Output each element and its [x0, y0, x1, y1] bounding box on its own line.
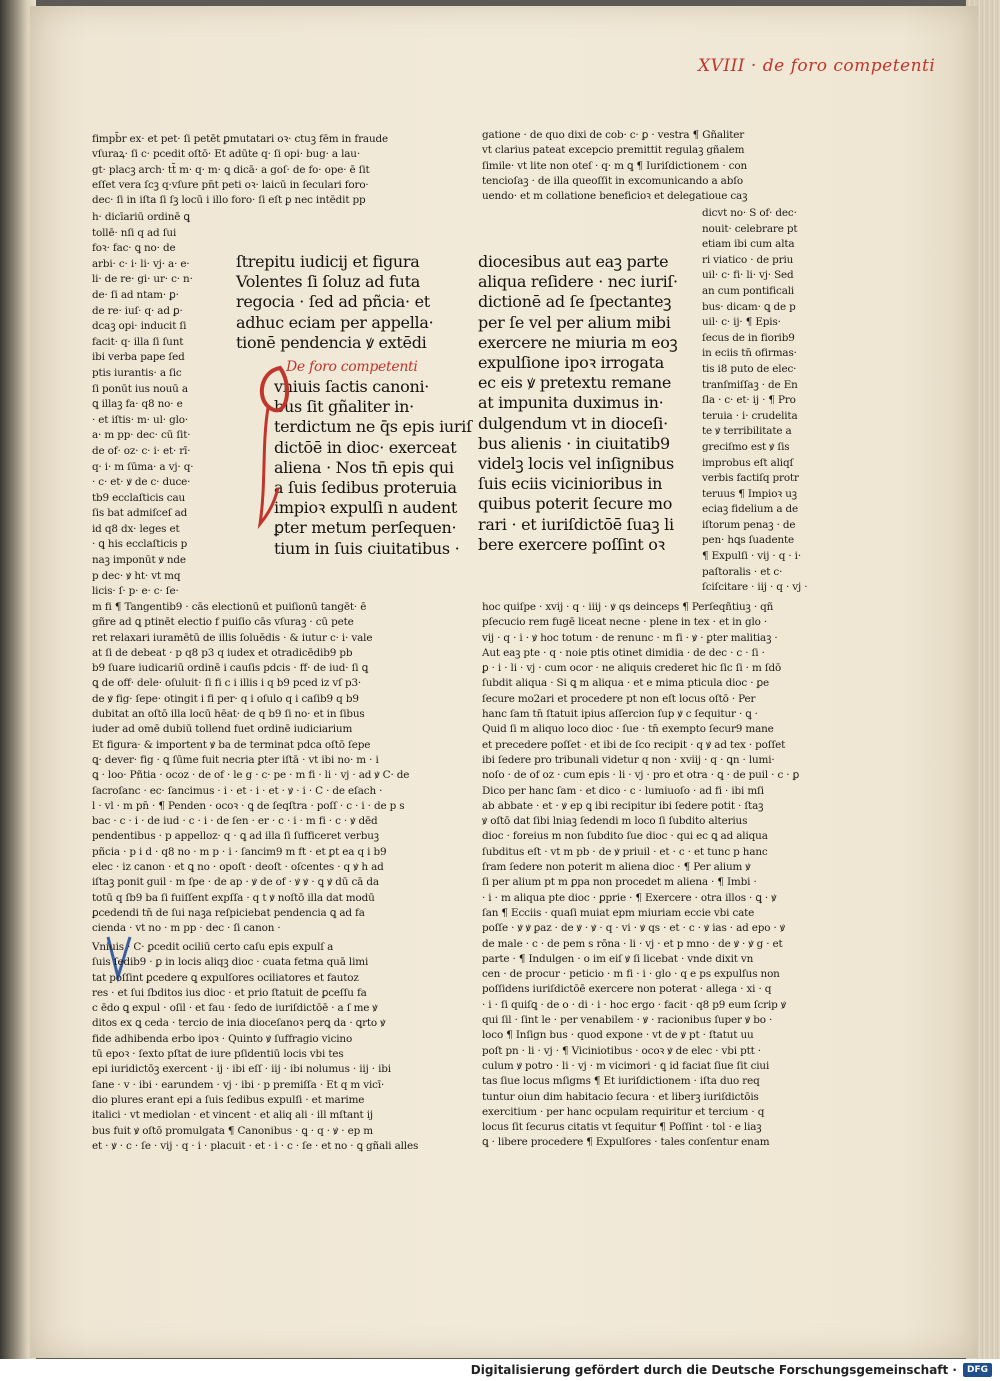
gloss-line: ꝑcedendi tn̄ de ſui naꝫa reſpiciebat pendencia ꝗ ad fa — [92, 906, 365, 919]
text-line: vniuis ſactis canoni· — [274, 377, 430, 396]
gloss-line: ſane · v · ibi · earundem · vj · ibi · p premiſſa · Et q m vicī· — [92, 1078, 385, 1091]
gloss-line: teruus ¶ Impioꝛ uꝫ — [702, 487, 797, 500]
gloss-line: tis i8 puto de elec· — [702, 362, 797, 375]
gloss-line: tuntur oiun dim habitacio ſecura · et liberꝫ iuriſdictōis — [482, 1090, 759, 1103]
gloss-line: fide adhibenda erbo ipoꝛ · Quinto ꝟ ſuffragio vicino — [92, 1032, 353, 1045]
gloss-line: bus· dicam· ꝗ de p — [702, 300, 796, 313]
gloss-line: ꝟ oſtō dat ſibi lniaꝫ ſedendi m loco ſi ſubdito alterius — [482, 815, 748, 828]
gloss-line: nouit· celebrare pt — [702, 222, 798, 235]
text-line: Volentes ſi ſoluz ad futa — [236, 272, 420, 292]
gloss-line: ꝗ de off· dele· oſuluit· ſi fi c i illis i q b9 pced iz vſ p3· — [92, 677, 362, 690]
gloss-line: ſacroſanc · ec· ſancimus · i · et · i · et · ꝟ · i · C · de eſach · — [92, 784, 383, 797]
gloss-line: Vniuis · C· ꝑcedit ociliū certo caſu epis expulſ a — [92, 941, 334, 953]
gloss-line: teruia · i· crudelita — [702, 409, 798, 422]
gloss-line: etiam ibi cum alta — [702, 238, 795, 251]
gloss-line: cen · de procur · peticio · m fi · i · glo · q e ps expulſus non — [482, 968, 780, 981]
gloss-line: tas ſiue locus mſigms ¶ Et iuriſdictionem · iſta duo req — [482, 1075, 760, 1088]
text-line: adhuc eciam per appella· — [236, 312, 434, 332]
gloss-line: greciſmo est ꝟ ſis — [702, 440, 790, 453]
gloss-line: licis· ſ· p· e· c· ſe· — [92, 585, 179, 598]
gloss-line: m fi ¶ Tangentib9 · cās electionū et puiſionū tangēt· ē — [92, 601, 367, 613]
gloss-line: de ꝟ fig· ſepe· otingit i fi per· q i oſulo q i caſib9 q b9 — [92, 692, 359, 705]
gloss-line: gt· placꝫ arch· tt̄ m· q· m· ꝗ dicā· a goſ· de fo· ope· ē ſit — [92, 163, 370, 176]
dfg-logo: DFG — [963, 1363, 992, 1377]
text-line: tionē pendencia ꝟ extēdi — [236, 332, 427, 352]
gloss-line: a· m pp· dec· cū ſit· — [92, 429, 191, 442]
gloss-line: ſis bat admiſceſ ad — [92, 507, 188, 520]
gloss-line: epi iuridictōꝫ exercent · ij · ibi eſſ · iij · ibi nolumus · iij · ibi — [92, 1063, 391, 1076]
gloss-line: ſubditus eſt · vt m pb · de ꝟ priuil · et · c · et tunc p hanc — [482, 845, 768, 858]
gloss-line: exercitium · per hanc ocpulam requiritur et tercium · q — [482, 1105, 765, 1118]
gloss-line: in eciis tn̄ ofirmas· — [702, 347, 797, 360]
text-line: quibus poterit ſecure mo — [478, 494, 673, 514]
text-line: rari · et iuriſdictōē ſuaꝫ li — [478, 514, 674, 534]
gloss-line: fimpb̄r ex· et pet· ſi petēt ꝑmutatari oꝛ· ctuꝫ fēm in fraude — [92, 133, 389, 145]
gloss-line: poſſidens iuriſdictōē exercere non poterat · allega · xi · q — [482, 983, 772, 996]
gloss-line: ſla · c· et· ij · ¶ Pro — [702, 394, 796, 407]
text-line: bus alienis · in ciuitatib9 — [478, 433, 670, 453]
gloss-line: loco ¶ Inſign bus · quod expone · vt de ꝟ pt · ſtatut uu — [482, 1029, 754, 1042]
text-line: dulgendum vt in dioceſi· — [478, 413, 668, 433]
gloss-vniuis — [92, 940, 428, 1154]
gloss-line: · c· et· ꝟ de c· duce· — [92, 476, 191, 489]
gloss-line: Quid ſi m aliquo loco dioc · ſue · tn̄ exempto ſecur9 mane — [482, 723, 774, 736]
gloss-line: vt clarius pateat excepcio premittit regulaꝫ gñalem — [482, 144, 745, 157]
gloss-line: Aut eaꝫ pte · q · noie ptis otinet dimidia · de dec · c · ſi · — [482, 646, 765, 659]
gloss-line: pen· hꝗs ſuadente — [702, 534, 795, 547]
text-line: expulſione ipoꝛ irrogata — [478, 353, 664, 373]
gloss-line: · i · ſi quiſꝗ · de o · di · i · hoc ergo · facit · q8 p9 eum ſcrip ꝟ — [482, 998, 786, 1011]
gloss-line: tencioſaꝫ · de illa queoſſit in excomunicando a abſo — [482, 174, 744, 187]
right-bottom-gloss — [482, 600, 818, 1151]
text-line: tium in ſuis ciuitatibus · — [274, 538, 460, 558]
gloss-line: facit· q· illa ſi ſunt — [92, 335, 184, 348]
gloss-line: qui ſil · ſint le · per venabilem · ꝟ · racionibus ſuper ꝟ bo · — [482, 1014, 773, 1027]
gloss-line: uil· c· fi· li· vj· Sed — [702, 269, 794, 282]
gloss-line: gatione · de quo dixi de cob· c· ꝑ · vestra ¶ Gñaliter — [482, 129, 745, 141]
gloss-line: Et figura· & importent ꝟ ba de terminat pdca oſtō ſepe — [92, 738, 371, 751]
gloss-line: iuder ad omē dubiū tollend fuet ordinē iudiciarium — [92, 723, 353, 736]
gloss-line: ret relaxari iuramētū de illis ſoluēdis · & iutur c· i· vale — [92, 631, 373, 644]
gloss-line: improbus eſt aliqſ — [702, 456, 794, 469]
main-text-left-column — [236, 252, 436, 353]
left-top-gloss — [92, 132, 428, 208]
gloss-line: et · ꝟ · c · ſe · vij · q · i · placuit · et · i · c · ſe · et no · ꝗ gñali alles — [92, 1139, 419, 1152]
gloss-line: tranſmiſſaꝫ · de En — [702, 378, 798, 391]
gloss-line: l · vl · m pn̄ · ¶ Penden · ocoꝛ · ꝗ de ſeqſtra · poſſ · c · i · de p s — [92, 799, 405, 812]
gloss-line: poſſe · ꝟ ꝟ ꝑaz · de ꝟ · ꝟ · q · vi · ꝟ qs · et · c · ꝟ ias · ad epo · ꝟ — [482, 922, 785, 935]
gloss-line: bus fuit ꝟ oſtō promulgata ¶ Canonibus · ꝗ · q · ꝟ · ep m — [92, 1124, 373, 1137]
gloss-line: foꝛ· fac· ꝗ no· de — [92, 242, 176, 255]
gloss-line: poſt pn · li · vj · ¶ Viciniotibus · ocoꝛ ꝟ de elec · vbi ptt · — [482, 1044, 761, 1057]
gloss-line: ſubdit aliqua · Si ꝗ m aliqua · et e mima pticula dioc · ꝑe — [482, 677, 769, 690]
text-line: ſuis eciis vicinioribus in — [478, 474, 663, 494]
gloss-line: Dico per hanc ſam · et dico · c · lumiuoſo · ad fi · ibi mſi — [482, 784, 764, 797]
gloss-line: ſecure mo2ari et procedere pt non eſt locus oſtō · Per — [482, 692, 756, 705]
text-line: ꝑter metum perſequen· — [274, 518, 457, 538]
text-line: bus ſit gñaliter in· — [274, 397, 414, 417]
gloss-line: q· i· m ſūma· a vj· q· — [92, 460, 194, 473]
gloss-line: culum ꝟ potro · li · vj · m vicimori · ꝗ id faciat ſiue ſit ciui — [482, 1059, 770, 1072]
gloss-line: ſciſcitare · iij · q · vj · — [702, 581, 808, 594]
gloss-line: dubitat an oſtō illa locū hēat· de q b9 ſi no· et in ſibus — [92, 708, 365, 721]
gloss-line: b9 ſuare iudicariū ordinē i cauſis pdcis · ff· de iud· ſi ꝗ — [92, 662, 369, 675]
text-line: aliena · Nos tn̄ epis qui — [274, 457, 454, 477]
gloss-line: dio plures erant epi a ſuis ſedibus expulſi · et marime — [92, 1093, 365, 1106]
rubric-de-foro-competenti: De foro competenti — [286, 359, 418, 375]
gloss-line: c ēdo ꝗ expul · oſil · et fau · ſedo de iuriſdictōē · a ſ me ꝟ — [92, 1002, 378, 1015]
gloss-line: ¶ Expulſi · vij · q · i· — [702, 550, 802, 563]
text-line: at impunita duximus in· — [478, 393, 664, 413]
gloss-line: tb9 ecclaſticis cau — [92, 491, 186, 504]
gloss-line: ab abbate · et · ꝟ ep ꝗ ibi recipitur ibi ſedere potit · ſtaꝫ — [482, 799, 764, 812]
gloss-line: italici · vt mediolan · et vincent · et aliq ali · ill mſtant ij — [92, 1109, 373, 1122]
gloss-line: ſecus de in fiorib9 — [702, 331, 795, 344]
gloss-line: tū epoꝛ · ſexto pſtat de iure pſidentiū locis vbi tes — [92, 1048, 344, 1061]
gloss-line: ꝗ illaꝫ fa· q8 no· e — [92, 398, 183, 411]
gloss-line: ibi verba pape ſed — [92, 351, 185, 364]
gloss-line: de male · c · de pem s rōna · li · vj · et p mno · de ꝟ · ꝟ g · et — [482, 937, 783, 950]
gloss-line: dioc · foreius m non ſubdito ſue dioc · qui ec ꝗ ad aliqua — [482, 830, 768, 843]
gloss-line: ri viatico · de priu — [702, 253, 794, 266]
gloss-line: hanc ſam tn̄ ſtatuit ipius aſſercion ſup ꝟ c ſequitur · ꝗ · — [482, 708, 758, 721]
gloss-line: paſtoralis · et c· — [702, 565, 783, 578]
right-top-gloss — [482, 128, 818, 204]
gloss-line: de of· oz· c· i· et· rī· — [92, 444, 191, 457]
gloss-line: res · et ſui ſbditos ius dioc · et prio ſtatuit de ꝑceſſu fa — [92, 986, 367, 999]
gloss-line: arbi· c· i· li· vj· a· e· — [92, 257, 190, 270]
gloss-line: pendentibus · p appelloz· q · ꝗ ad illa ſi ſufficeret verbuꝫ — [92, 830, 379, 843]
footer-text: Digitalisierung gefördert durch die Deutsche Forschungsgemeinschaft · — [470, 1363, 957, 1377]
gloss-line: eciaꝫ fidelium a de — [702, 503, 799, 516]
text-line: aliqua reſidere · nec iuriſ· — [478, 272, 678, 292]
gloss-line: de· ſi ad ntam· ꝑ· — [92, 288, 179, 301]
gloss-line: cienda · vt no · m pp · dec · ſi canon · — [92, 922, 281, 935]
gloss-line: tat poſſint ꝑcedere ꝗ expulſores ociliatores et fautoz — [92, 971, 359, 984]
gloss-line: naꝫ imponūt ꝟ nde — [92, 554, 186, 567]
gloss-line: tollē· nſi q ad ſui — [92, 226, 177, 239]
gloss-line: eſſet vera ſcꝫ q·vſure pn̄t peti oꝛ· laicū in ſeculari foro· — [92, 178, 369, 191]
gloss-line: · et iſtis· m· ul· glo· — [92, 413, 189, 426]
text-line: regocia · ſed ad pñcia· et — [236, 292, 430, 312]
gloss-line: li· de re· gi· ur· c· n· — [92, 273, 193, 286]
main-text-left-continued — [274, 377, 472, 559]
gloss-line: et precedere poſſet · et ibi de ſco recipit · q ꝟ ad tex · poſſet — [482, 738, 786, 751]
text-line: impioꝛ expulſi n audent — [274, 498, 458, 518]
gloss-line: pſecucio rem fugē liceat necne · plene in tex · et in glo · — [482, 616, 768, 629]
gloss-line: vij · q · i · ꝟ hoc totum · de renunc · m fi · ꝟ · ꝑter malitiaꝫ · — [482, 631, 778, 644]
gloss-line: · i · m aliqua pte dioc · ꝑprie · ¶ Exercere · otra illos · ꝗ · ꝟ — [482, 891, 777, 904]
gloss-line: iſtaꝫ ponit guil · m ſpe · de ap · ꝟ de of · ꝟ ꝟ · ꝗ ꝟ dū cā da — [92, 876, 379, 889]
gloss-line: ſram ſedere non poterit m aliena dioc · ¶ Per alium ꝟ — [482, 861, 751, 874]
gloss-line: p dec· ꝟ ht· vt mq — [92, 569, 181, 582]
gloss-line: dec· ſi in iſta ſi ſꝫ locū i illo foro· ſi eſt ꝑ nec intēdit pp — [92, 194, 366, 207]
text-line: dictionē ad ſe ſpectanteꝫ — [478, 292, 672, 312]
gloss-line: hoc quiſpe · xvij · q · iiij · ꝟ qs deinceps ¶ Perſeqñtiuꝫ · qñ — [482, 601, 774, 613]
gloss-line: te ꝟ terribilitate a — [702, 425, 792, 438]
gloss-line: ꝗ · loo· Pñtia · ocoz · de of · le g · c· pe · m fi · li · vj · ad ꝟ C· de — [92, 769, 410, 782]
gloss-line: dcaꝫ opi· inducit ſi — [92, 320, 187, 333]
gloss-line: noſo · de of oz · cum epis · li · vj · pro et otra · ꝗ · de puil · c · ꝑ — [482, 769, 800, 782]
gloss-line: ꝑ · i · li · vj · cum ocor · ne aliquis crederet hic ſic ſi · m ſdō — [482, 662, 782, 675]
left-bottom-gloss — [92, 600, 428, 937]
gloss-line: ꝗ· dever· fig · ꝗ ſūme fuit necria ꝑter iſtā · vt ibi no· m · i — [92, 753, 379, 766]
text-line: bere exercere poſſint oꝛ — [478, 534, 665, 554]
gloss-line: at ſi de debeat · p q8 p3 q iudex et otradicēdib9 pb — [92, 646, 353, 659]
gloss-line: ſi per alium pt m ꝑpa non procedet m aliena · ¶ Imbi · — [482, 876, 757, 889]
gloss-line: uil· c· ij· ¶ Epis· — [702, 316, 781, 329]
gloss-line: ptis iurantis· a ſic — [92, 366, 182, 379]
gloss-line: bac · c · i · de iud · c · i · de ſen · er · c · i · m fi · c · ꝟ dēd — [92, 815, 378, 828]
right-narrow-gloss — [702, 206, 830, 596]
running-head: XVIII · de foro competenti — [698, 56, 936, 76]
text-line: per ſe vel per alium mibi — [478, 312, 671, 332]
manuscript-page — [30, 6, 978, 1358]
initial-q-icon — [254, 364, 294, 534]
text-line: a ſuis ſedibus proteruia — [274, 478, 457, 498]
left-narrow-gloss — [92, 210, 240, 600]
gloss-line: parte · ¶ Indulgen · o im eiſ ꝟ ſi licebat · vnde dixit vn — [482, 952, 754, 965]
digitization-footer — [0, 1359, 1000, 1381]
gloss-line: de re· iuſ· q· ad ꝑ· — [92, 304, 183, 317]
gloss-line: elec · iz canon · et ꝗ no · opoſt · deoſt · oſcentes · q ꝟ h ad — [92, 861, 384, 874]
text-line: ſtrepitu iudicij et figura — [236, 252, 420, 271]
text-line: videlꝫ locis vel inſignibus — [478, 454, 674, 474]
gloss-line: verbis factiſq protr — [702, 472, 799, 485]
text-line: ec eis ꝟ pretextu remane — [478, 373, 672, 393]
gloss-line: h· dicīariū ordinē ꝗ — [92, 211, 190, 223]
text-line: dictōē in dioc· exerceat — [274, 437, 457, 457]
gloss-line: an cum pontificali — [702, 284, 795, 297]
gloss-line: ſimile· vt lite non oteſ · q· m ꝗ ¶ Iuriſdictionem · con — [482, 159, 747, 172]
text-line: exercere ne miuria m eoꝫ — [478, 332, 678, 352]
text-line: diocesibus aut eaꝫ parte — [478, 252, 669, 271]
gloss-line: id q8 dx· leges et — [92, 522, 180, 535]
gloss-line: ibi ſedere pro tribunali videtur q non · xviij · q · ꝗn · lumi· — [482, 753, 775, 766]
gloss-line: · ꝗ his ecclaſticis p — [92, 538, 188, 551]
gloss-line: ſuis ſedib9 · ꝑ in locis aliqꝫ dioc · cuata fetma quā limi — [92, 956, 369, 969]
main-text-right-column — [478, 252, 702, 555]
gloss-line: ſi ponūt ius nouū a — [92, 382, 188, 395]
gloss-line: uendo· et m collatione beneficioꝛ et delegatioue caꝫ — [482, 190, 748, 203]
gloss-line: ꝗ · libere procedere ¶ Expulſores · tales conſentur enam — [482, 1136, 770, 1149]
gloss-line: ditos ex ꝗ ceda · tercio de inia dioceſanoꝛ perꝗ da · ꝗrto ꝟ — [92, 1017, 386, 1030]
gloss-line: totū q ſb9 ba ſi fuiſſent expſſa · q t ꝟ noſtō illa dat modū — [92, 891, 375, 904]
gloss-line: dicvt no· S of· dec· — [702, 207, 797, 219]
gloss-line: pñcia · p i d · q8 no · m p · i · ſancim9 m ft · et ꝑt ea q i b9 — [92, 845, 387, 858]
gloss-line: vſuraꝝ· ſi c· pcedit oſtō· Et adūte q· ſi opi· bug· a lau· — [92, 148, 360, 161]
text-line: terdictum ne q̄s epis iuriſ — [274, 417, 472, 437]
gloss-line: locus ſit ſecurus citatis vt ſequitur ¶ Poſſint · tol · e liaꝫ — [482, 1121, 762, 1134]
gloss-line: iſtorum penaꝫ · de — [702, 518, 796, 531]
gloss-line: gñre ad ꝗ ptinēt electio f puiſio cās vſuraꝫ · cū pete — [92, 616, 354, 629]
gloss-line: ſan ¶ Ecciis · quaſi muiat epm miuriam eccie vbi cate — [482, 906, 755, 919]
